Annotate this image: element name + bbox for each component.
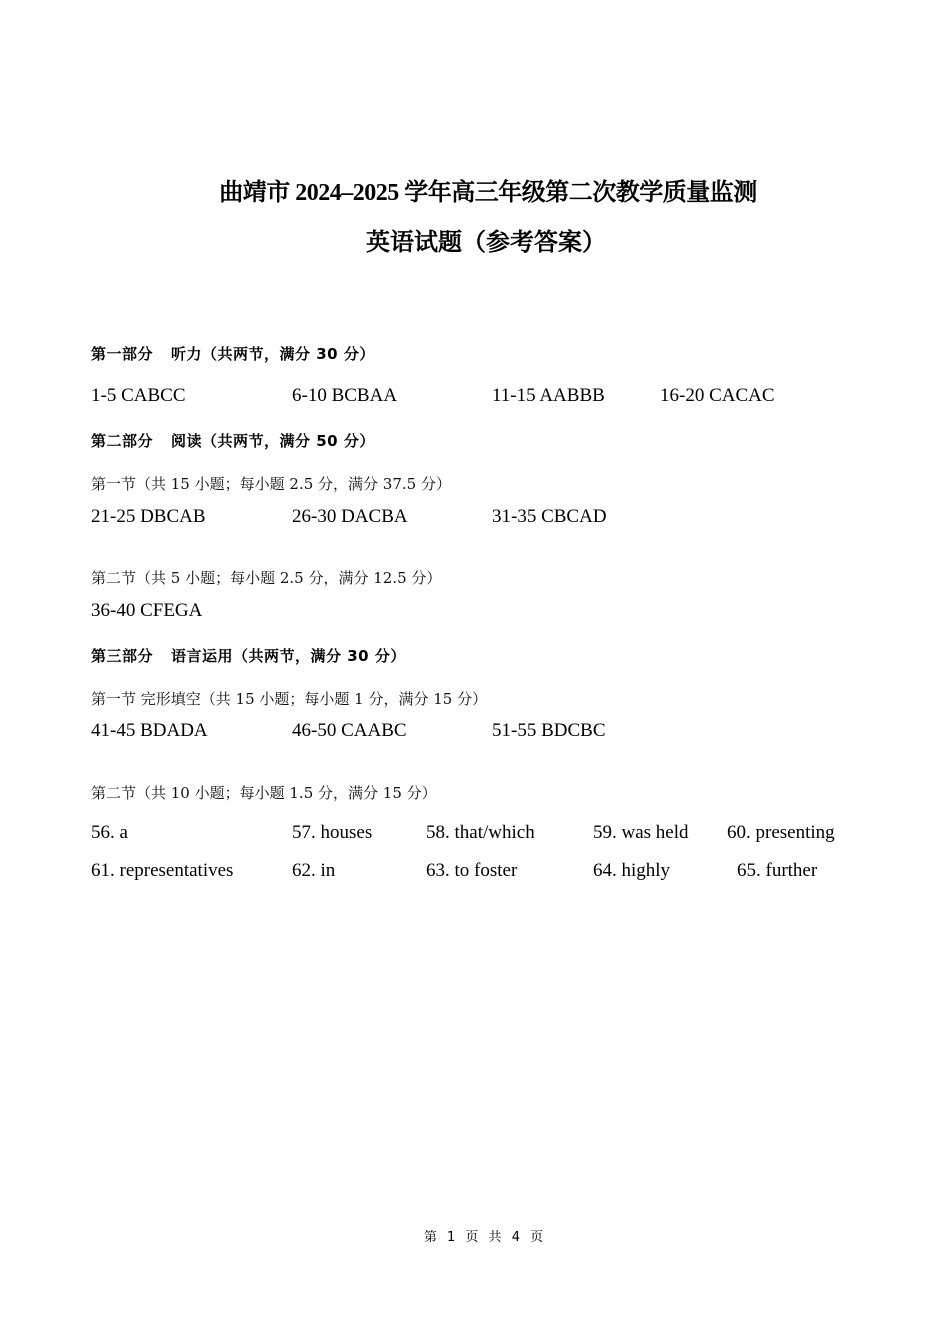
answer-group: 46-50 CAABC: [292, 720, 407, 741]
part2-section2-heading: 第二节（共 5 小题；每小题 2.5 分，满分 12.5 分）: [91, 569, 442, 587]
part3-section2-answers-row2: [0, 860, 950, 884]
answer-group: 51-55 BDCBC: [492, 720, 606, 741]
answer-group: 36-40 CFEGA: [91, 600, 203, 621]
part3-section1-answers: [0, 720, 950, 744]
answer-group: 41-45 BDADA: [91, 720, 208, 741]
answer-group: 26-30 DACBA: [292, 506, 408, 527]
part1-heading: [91, 343, 375, 364]
page-number: 第 1 页 共 4 页: [423, 1230, 547, 1245]
answer-group: 11-15 AABBB: [492, 385, 605, 406]
part2-title: 阅读（共两节，满分 50 分）: [171, 432, 375, 450]
answer-item: 59. was held: [593, 822, 689, 843]
part3-section1-heading: 第一节 完形填空（共 15 小题；每小题 1 分，满分 15 分）: [91, 690, 488, 708]
answer-item: 65. further: [737, 860, 818, 881]
answer-group: 1-5 CABCC: [91, 385, 186, 406]
part3-section2-answers-row1: [0, 822, 950, 846]
answer-item: 58. that/which: [426, 822, 535, 843]
part1-name: 第一部分: [91, 345, 154, 363]
answer-group: 16-20 CACAC: [660, 385, 775, 406]
answer-item: 61. representatives: [91, 860, 234, 881]
part2-section1-heading: 第一节（共 15 小题；每小题 2.5 分，满分 37.5 分）: [91, 475, 451, 493]
part2-section1-answers: [0, 506, 950, 530]
part2-name: 第二部分: [91, 432, 154, 450]
answer-item: 63. to foster: [426, 860, 518, 881]
part3-name: 第三部分: [91, 647, 154, 665]
part2-heading: [91, 430, 375, 451]
part3-title: 语言运用（共两节，满分 30 分）: [171, 647, 406, 665]
document-title: 曲靖市 2024–2025 学年高三年级第二次教学质量监测: [219, 180, 757, 206]
answer-item: 57. houses: [292, 822, 373, 843]
part3-section2-heading: 第二节（共 10 小题；每小题 1.5 分，满分 15 分）: [91, 784, 437, 802]
document-subtitle: 英语试题（参考答案）: [366, 230, 606, 256]
part2-section2-answers: [0, 600, 950, 624]
answer-item: 62. in: [292, 860, 336, 881]
answer-group: 6-10 BCBAA: [292, 385, 398, 406]
part1-answers: [0, 385, 950, 409]
answer-group: 31-35 CBCAD: [492, 506, 607, 527]
answer-item: 64. highly: [593, 860, 671, 881]
answer-item: 56. a: [91, 822, 128, 843]
answer-group: 21-25 DBCAB: [91, 506, 206, 527]
part1-title: 听力（共两节，满分 30 分）: [171, 345, 375, 363]
answer-item: 60. presenting: [727, 822, 835, 843]
part3-heading: [91, 645, 406, 666]
